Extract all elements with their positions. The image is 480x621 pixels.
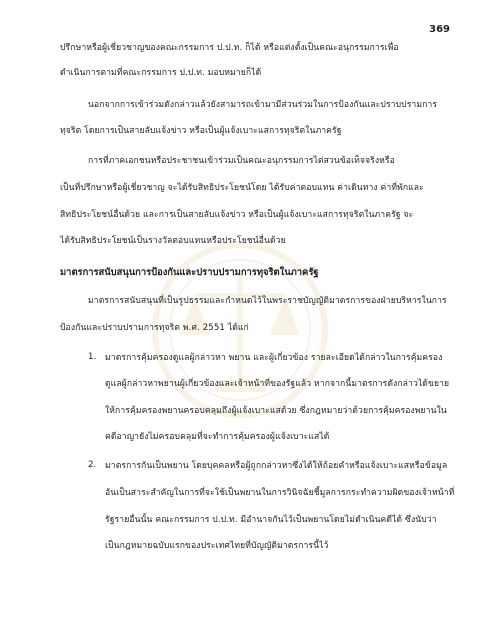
paragraph-3-line-4: ได้รับสิทธิประโยชน์เป็นรางวัลตอบแทนหรือประโยชน์อื่นด้วย — [60, 236, 286, 246]
paragraph-3-line-2: เป็นที่ปรึกษาหรือผู้เชี่ยวชาญ จะได้รับสิทธิประโยชน์โดย ได้รับค่าตอบแทน ค่าเดินทาง ค่าที่พักและ — [60, 183, 424, 193]
section-heading: มาตรการสนับสนุนการป้องกันและปราบปรามการทุจริตในภาครัฐ — [60, 267, 319, 278]
paragraph-3-line-3: สิทธิประโยชน์อื่นด้วย และการเป็นสายลับแจ้งข่าว หรือเป็นผู้แจ้งเบาะแสการทุจริตในภาครัฐ จะ — [60, 210, 414, 220]
list-item-number: 1. — [88, 352, 97, 362]
paragraph-3-line-1: การที่ภาคเอกชนหรือประชาชนเข้าร่วมเป็นคณะอนุกรรมการไต่สวนข้อเท็จจริงหรือ — [88, 156, 395, 166]
list-item-1-line-3: ให้การคุ้มครองพยานครอบคลุมถึงผู้แจ้งเบาะแสด้วย ซึ่งกฎหมายว่าด้วยการคุ้มครองพยานใน — [105, 406, 447, 416]
intro-line-2: ป้องกันและปราบปรามการทุจริต พ.ศ. 2551 ได้แก่ — [60, 323, 249, 333]
list-item-2-line-4: เป็นกฎหมายฉบับแรกของประเทศไทยที่บัญญัติมาตรการนี้ไว้ — [105, 541, 329, 551]
paragraph-1-line-1: ปรึกษาหรือผู้เชี่ยวชาญของคณะกรรมการ ป.ป.ท. ก็ได้ หรือแต่งตั้งเป็นคณะอนุกรรมการเพื่อ — [60, 43, 399, 53]
intro-line-1: มาตรการสนับสนุนที่เป็นรูปธรรมและกำหนดไว้ในพระราชบัญญัติมาตรการของฝ่ายบริหารในการ — [88, 296, 447, 306]
paragraph-2-line-1: นอกจากการเข้าร่วมดังกล่าวแล้วยังสามารถเข้ามามีส่วนร่วมในการป้องกันและปราบปรามการ — [88, 100, 438, 110]
list-item-2-line-3: รัฐรายอื่นนั้น คณะกรรมการ ป.ป.ท. มีอำนาจกันไว้เป็นพยานโดยไม่ดำเนินคดีได้ ซึ่งนับว่า — [105, 515, 437, 525]
list-item-1-line-1: มาตรการคุ้มครองดูแลผู้กล่าวหา พยาน และผู้เกี่ยวข้อง รายละเอียดได้กล่าวในการคุ้มครอง — [105, 353, 443, 363]
list-item-1-line-4: คดีอาญายังไม่ครอบคลุมที่จะทำการคุ้มครองผู้แจ้งเบาะแสได้ — [105, 432, 330, 442]
page-number: 369 — [429, 24, 450, 35]
paragraph-2-line-2: ทุจริต โดยการเป็นสายลับแจ้งข่าว หรือเป็นผู้แจ้งเบาะแสการทุจริตในภาครัฐ — [60, 126, 342, 136]
list-item-1-line-2: ดูแลผู้กล่าวหาพยานผู้เกี่ยวข้องและเจ้าหน้าที่ของรัฐแล้ว หากจากนี้มาตรการดังกล่าวได้ขยาย — [105, 379, 450, 389]
list-item-2-line-2: อันเป็นสาระสำคัญในการที่จะใช้เป็นพยานในการวินิจฉัยชี้มูลการกระทำความผิดของเจ้าหน้าที่ — [105, 488, 455, 498]
list-item-2-line-1: มาตรการกันเป็นพยาน โดยบุคคลหรือผู้ถูกกล่าวหาซึ่งได้ให้ถ้อยคำหรือแจ้งเบาะแสหรือข้อมูล — [105, 461, 448, 471]
paragraph-1-line-2: ดำเนินการตามที่คณะกรรมการ ป.ป.ท. มอบหมายก็ได้ — [60, 68, 262, 78]
list-item-number: 2. — [88, 460, 97, 470]
